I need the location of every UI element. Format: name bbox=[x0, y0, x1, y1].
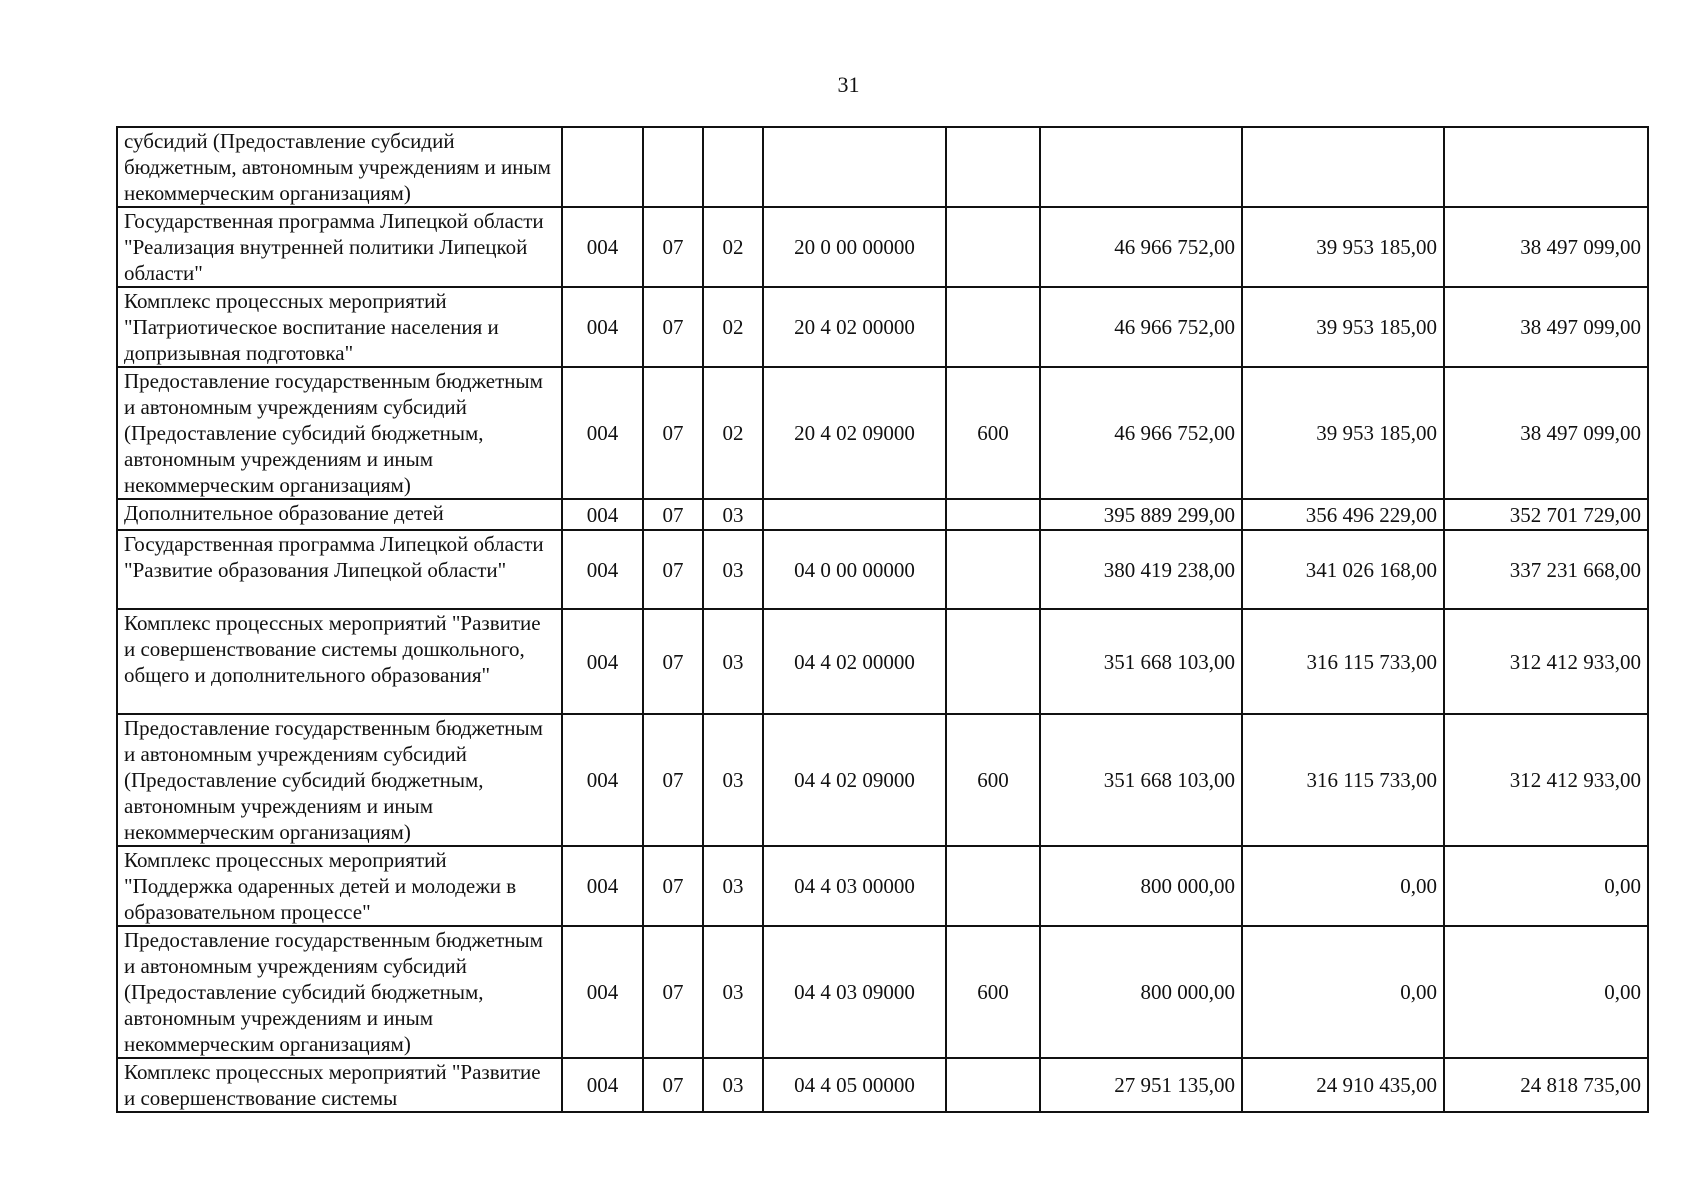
csr-cell: 04 4 03 09000 bbox=[763, 926, 946, 1058]
csr-cell: 04 4 02 09000 bbox=[763, 714, 946, 846]
table-row bbox=[117, 609, 1648, 714]
row-name-cell: Предоставление государственным бюджетным и автономным учреждениям субсидий (Предоставление субсидий бюджетным, автономным учреждениям и иным некоммерческим организациям) bbox=[117, 367, 562, 499]
ved-cell: 004 bbox=[562, 367, 643, 499]
csr-cell: 04 4 03 00000 bbox=[763, 846, 946, 926]
row-name-cell: Государственная программа Липецкой области "Развитие образования Липецкой области" bbox=[117, 530, 562, 609]
row-name-cell: Комплекс процессных мероприятий "Патриотическое воспитание населения и допризывная подготовка" bbox=[117, 287, 562, 367]
pr-cell: 02 bbox=[703, 207, 763, 287]
rz-cell: 07 bbox=[643, 926, 703, 1058]
pr-cell: 03 bbox=[703, 846, 763, 926]
pr-cell: 03 bbox=[703, 926, 763, 1058]
pr-cell: 03 bbox=[703, 714, 763, 846]
vr-cell: 600 bbox=[946, 926, 1040, 1058]
row-name-cell: Комплекс процессных мероприятий "Поддержка одаренных детей и молодежи в образовательном процессе" bbox=[117, 846, 562, 926]
pr-cell: 03 bbox=[703, 530, 763, 609]
row-name-cell: Дополнительное образование детей bbox=[117, 499, 562, 530]
csr-cell: 20 4 02 09000 bbox=[763, 367, 946, 499]
sum3-cell: 337 231 668,00 bbox=[1444, 530, 1648, 609]
rz-cell: 07 bbox=[643, 1058, 703, 1112]
table-row bbox=[117, 207, 1648, 287]
table-row bbox=[117, 846, 1648, 926]
vr-cell bbox=[946, 127, 1040, 207]
sum3-cell: 38 497 099,00 bbox=[1444, 367, 1648, 499]
vr-cell bbox=[946, 287, 1040, 367]
page-number: 31 bbox=[837, 72, 860, 97]
sum1-cell: 46 966 752,00 bbox=[1040, 207, 1242, 287]
sum3-cell: 0,00 bbox=[1444, 846, 1648, 926]
row-name-cell: Комплекс процессных мероприятий "Развитие и совершенствование системы bbox=[117, 1058, 562, 1112]
table-row bbox=[117, 499, 1648, 530]
rz-cell: 07 bbox=[643, 367, 703, 499]
sum3-cell: 312 412 933,00 bbox=[1444, 609, 1648, 714]
sum3-cell: 312 412 933,00 bbox=[1444, 714, 1648, 846]
ved-cell: 004 bbox=[562, 926, 643, 1058]
table-row bbox=[117, 714, 1648, 846]
csr-cell: 20 4 02 00000 bbox=[763, 287, 946, 367]
csr-cell: 20 0 00 00000 bbox=[763, 207, 946, 287]
sum3-cell bbox=[1444, 127, 1648, 207]
ved-cell: 004 bbox=[562, 530, 643, 609]
rz-cell: 07 bbox=[643, 207, 703, 287]
rz-cell: 07 bbox=[643, 499, 703, 530]
row-name-cell: субсидий (Предоставление субсидий бюджетным, автономным учреждениям и иным некоммерческим организациям) bbox=[117, 127, 562, 207]
sum3-cell: 352 701 729,00 bbox=[1444, 499, 1648, 530]
ved-cell: 004 bbox=[562, 609, 643, 714]
row-name-cell: Предоставление государственным бюджетным и автономным учреждениям субсидий (Предоставление субсидий бюджетным, автономным учреждениям и иным некоммерческим организациям) bbox=[117, 714, 562, 846]
sum1-cell: 46 966 752,00 bbox=[1040, 367, 1242, 499]
sum2-cell: 39 953 185,00 bbox=[1242, 207, 1444, 287]
sum2-cell: 24 910 435,00 bbox=[1242, 1058, 1444, 1112]
sum2-cell bbox=[1242, 127, 1444, 207]
vr-cell bbox=[946, 609, 1040, 714]
pr-cell: 03 bbox=[703, 499, 763, 530]
ved-cell: 004 bbox=[562, 714, 643, 846]
csr-cell: 04 4 02 00000 bbox=[763, 609, 946, 714]
sum1-cell: 351 668 103,00 bbox=[1040, 714, 1242, 846]
budget-table-body bbox=[117, 127, 1648, 1112]
pr-cell: 03 bbox=[703, 609, 763, 714]
sum1-cell: 351 668 103,00 bbox=[1040, 609, 1242, 714]
table-row bbox=[117, 926, 1648, 1058]
budget-table bbox=[116, 126, 1649, 1113]
ved-cell: 004 bbox=[562, 1058, 643, 1112]
sum1-cell: 46 966 752,00 bbox=[1040, 287, 1242, 367]
sum2-cell: 39 953 185,00 bbox=[1242, 367, 1444, 499]
vr-cell: 600 bbox=[946, 714, 1040, 846]
vr-cell bbox=[946, 499, 1040, 530]
pr-cell: 02 bbox=[703, 287, 763, 367]
ved-cell: 004 bbox=[562, 846, 643, 926]
rz-cell: 07 bbox=[643, 714, 703, 846]
table-row bbox=[117, 287, 1648, 367]
ved-cell bbox=[562, 127, 643, 207]
csr-cell: 04 4 05 00000 bbox=[763, 1058, 946, 1112]
pr-cell bbox=[703, 127, 763, 207]
pr-cell: 02 bbox=[703, 367, 763, 499]
csr-cell bbox=[763, 499, 946, 530]
sum2-cell: 341 026 168,00 bbox=[1242, 530, 1444, 609]
row-name-cell: Предоставление государственным бюджетным и автономным учреждениям субсидий (Предоставление субсидий бюджетным, автономным учреждениям и иным некоммерческим организациям) bbox=[117, 926, 562, 1058]
sum2-cell: 356 496 229,00 bbox=[1242, 499, 1444, 530]
ved-cell: 004 bbox=[562, 499, 643, 530]
rz-cell: 07 bbox=[643, 609, 703, 714]
sum2-cell: 316 115 733,00 bbox=[1242, 714, 1444, 846]
ved-cell: 004 bbox=[562, 207, 643, 287]
table-row bbox=[117, 530, 1648, 609]
sum2-cell: 0,00 bbox=[1242, 926, 1444, 1058]
sum1-cell: 380 419 238,00 bbox=[1040, 530, 1242, 609]
sum1-cell: 395 889 299,00 bbox=[1040, 499, 1242, 530]
rz-cell: 07 bbox=[643, 530, 703, 609]
vr-cell bbox=[946, 530, 1040, 609]
sum3-cell: 24 818 735,00 bbox=[1444, 1058, 1648, 1112]
sum2-cell: 39 953 185,00 bbox=[1242, 287, 1444, 367]
row-name-cell: Государственная программа Липецкой области "Реализация внутренней политики Липецкой области" bbox=[117, 207, 562, 287]
vr-cell bbox=[946, 207, 1040, 287]
vr-cell bbox=[946, 846, 1040, 926]
pr-cell: 03 bbox=[703, 1058, 763, 1112]
rz-cell bbox=[643, 127, 703, 207]
rz-cell: 07 bbox=[643, 846, 703, 926]
sum3-cell: 0,00 bbox=[1444, 926, 1648, 1058]
vr-cell: 600 bbox=[946, 367, 1040, 499]
sum2-cell: 316 115 733,00 bbox=[1242, 609, 1444, 714]
table-row bbox=[117, 127, 1648, 207]
row-name-cell: Комплекс процессных мероприятий "Развитие и совершенствование системы дошкольного, общего и дополнительного образования" bbox=[117, 609, 562, 714]
sum3-cell: 38 497 099,00 bbox=[1444, 207, 1648, 287]
table-row bbox=[117, 367, 1648, 499]
vr-cell bbox=[946, 1058, 1040, 1112]
sum2-cell: 0,00 bbox=[1242, 846, 1444, 926]
ved-cell: 004 bbox=[562, 287, 643, 367]
csr-cell: 04 0 00 00000 bbox=[763, 530, 946, 609]
sum3-cell: 38 497 099,00 bbox=[1444, 287, 1648, 367]
rz-cell: 07 bbox=[643, 287, 703, 367]
sum1-cell: 800 000,00 bbox=[1040, 846, 1242, 926]
sum1-cell: 27 951 135,00 bbox=[1040, 1058, 1242, 1112]
table-row bbox=[117, 1058, 1648, 1112]
sum1-cell: 800 000,00 bbox=[1040, 926, 1242, 1058]
csr-cell bbox=[763, 127, 946, 207]
sum1-cell bbox=[1040, 127, 1242, 207]
